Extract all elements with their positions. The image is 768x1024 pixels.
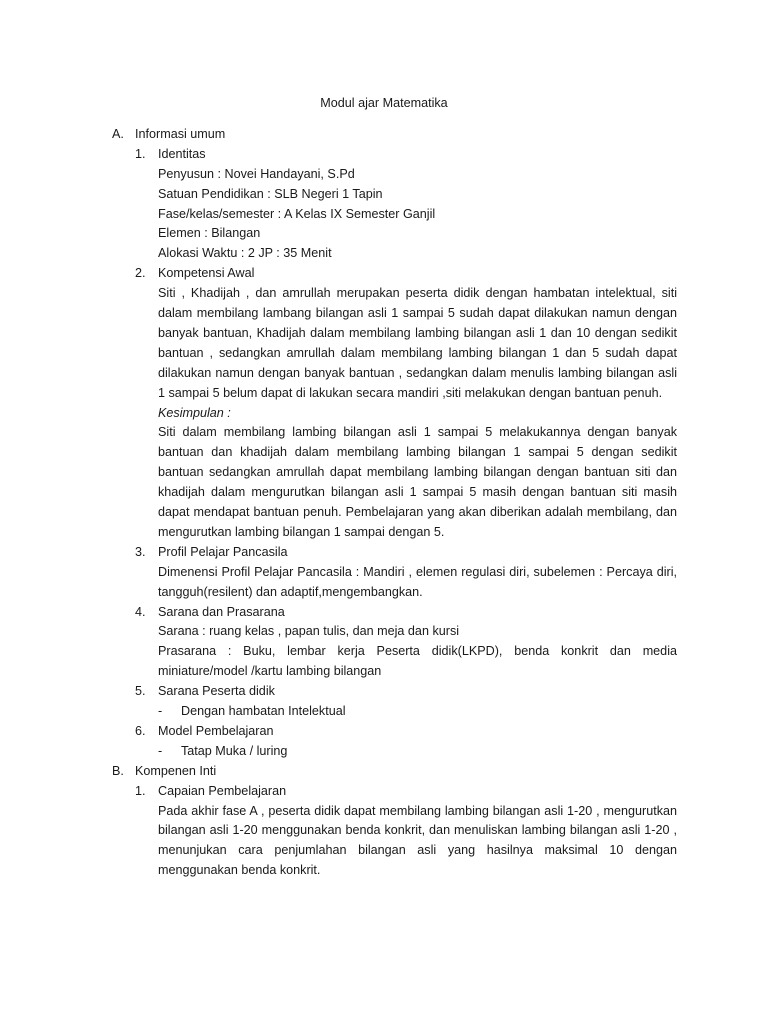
identitas-line: Penyusun : Novei Handayani, S.Pd xyxy=(158,166,355,181)
item-number: 4. xyxy=(135,604,146,619)
bullet-item: - Tatap Muka / luring xyxy=(0,742,768,762)
section-a-heading xyxy=(0,125,768,145)
sarana-line: Sarana : ruang kelas , papan tulis, dan meja dan kursi xyxy=(158,624,460,639)
model-heading xyxy=(0,722,768,742)
item-number: 1. xyxy=(135,146,146,161)
item-number: 3. xyxy=(135,544,146,559)
section-title: Kompenen Inti xyxy=(135,763,217,778)
kesimpulan-label: Kesimpulan : xyxy=(158,405,231,420)
kompetensi-heading xyxy=(0,264,768,284)
item-number: 5. xyxy=(135,684,146,699)
kesimpulan-paragraph: Siti dalam membilang lambing bilangan asli 1 sampai 5 melakukannya dengan banyak bantuan dan khadijah dalam membilang lambing bilangan 1 sampai 5 dengan sedikit bantuan sedangkan amrullah dapat membilang lambing bilangan dengan bantuan siti dan khadijah dalam mengurutkan bilangan asli 1 sampai 5 masih dengan bantuan siti masih dapat mendapat bantuan penuh. Pembelajaran yang akan diberikan adalah membilang, dan mengurutkan lambing bilangan 1 sampai dengan 5. xyxy=(158,425,677,539)
dash-marker: - xyxy=(158,704,163,719)
item-number: 2. xyxy=(135,266,146,281)
identitas-line: Satuan Pendidikan : SLB Negeri 1 Tapin xyxy=(158,186,383,201)
profil-heading xyxy=(0,543,768,563)
bullet-item: - Dengan hambatan Intelektual xyxy=(0,702,768,722)
item-title: Kompetensi Awal xyxy=(158,266,255,281)
section-marker: A. xyxy=(112,127,124,141)
item-title: Identitas xyxy=(158,146,206,161)
item-title: Profil Pelajar Pancasila xyxy=(158,544,288,559)
item-number: 1. xyxy=(135,783,146,798)
peserta-heading xyxy=(0,682,768,702)
item-title: Sarana Peserta didik xyxy=(158,684,275,699)
item-title: Capaian Pembelajaran xyxy=(158,783,287,798)
identitas-line: Alokasi Waktu : 2 JP : 35 Menit xyxy=(158,246,332,261)
prasarana-paragraph: Prasarana : Buku, lembar kerja Peserta didik(LKPD), benda konkrit dan media miniature/model /kartu lambing bilangan xyxy=(158,644,677,679)
sarana-heading xyxy=(0,603,768,623)
item-title: Sarana dan Prasarana xyxy=(158,604,285,619)
item-number: 6. xyxy=(135,723,146,738)
section-marker: B. xyxy=(112,763,124,778)
capaian-heading xyxy=(0,782,768,802)
capaian-paragraph: Pada akhir fase A , peserta didik dapat membilang lambing bilangan asli 1-20 , mengurutkan bilangan asli 1-20 menggunakan benda konkrit, dan menuliskan lambing bilangan asli 1-20 , menunjukan cara penjumlahan bilangan asli yang hasilnya maksimal 10 dengan menggunakan benda konkrit. xyxy=(158,803,677,878)
document-body xyxy=(0,125,768,881)
identitas-line: Fase/kelas/semester : A Kelas IX Semester Ganjil xyxy=(158,206,436,221)
dash-marker: - xyxy=(158,743,163,758)
identitas-line: Elemen : Bilangan xyxy=(158,226,261,241)
identitas-heading xyxy=(0,145,768,165)
kompetensi-paragraph: Siti , Khadijah , dan amrullah merupakan peserta didik dengan hambatan intelektual, siti dalam membilang lambang bilangan asli 1 sampai 5 sudah dapat dilakukan namun dengan banyak bantuan, Khadijah dalam membilang lambing bilangan asli 1 dan 10 dengan sedikit bantuan , sedangkan amrullah dalam membilang lambing bilangan 1 dan 5 sudah dapat dilakukan namun dengan banyak bantuan , sedangkan dalam menulis lambing bilangan asli 1 sampai 5 belum dapat di lakukan secara mandiri ,siti melakukan dengan bantuan penuh. xyxy=(158,286,677,400)
section-b-heading xyxy=(0,762,768,782)
item-title: Model Pembelajaran xyxy=(158,723,274,738)
document-title: Modul ajar Matematika xyxy=(320,96,448,110)
section-title: Informasi umum xyxy=(135,127,226,141)
profil-paragraph: Dimenensi Profil Pelajar Pancasila : Mandiri , elemen regulasi diri, subelemen : Percaya diri, tangguh(resilent) dan adaptif,mengembangkan. xyxy=(158,564,677,599)
